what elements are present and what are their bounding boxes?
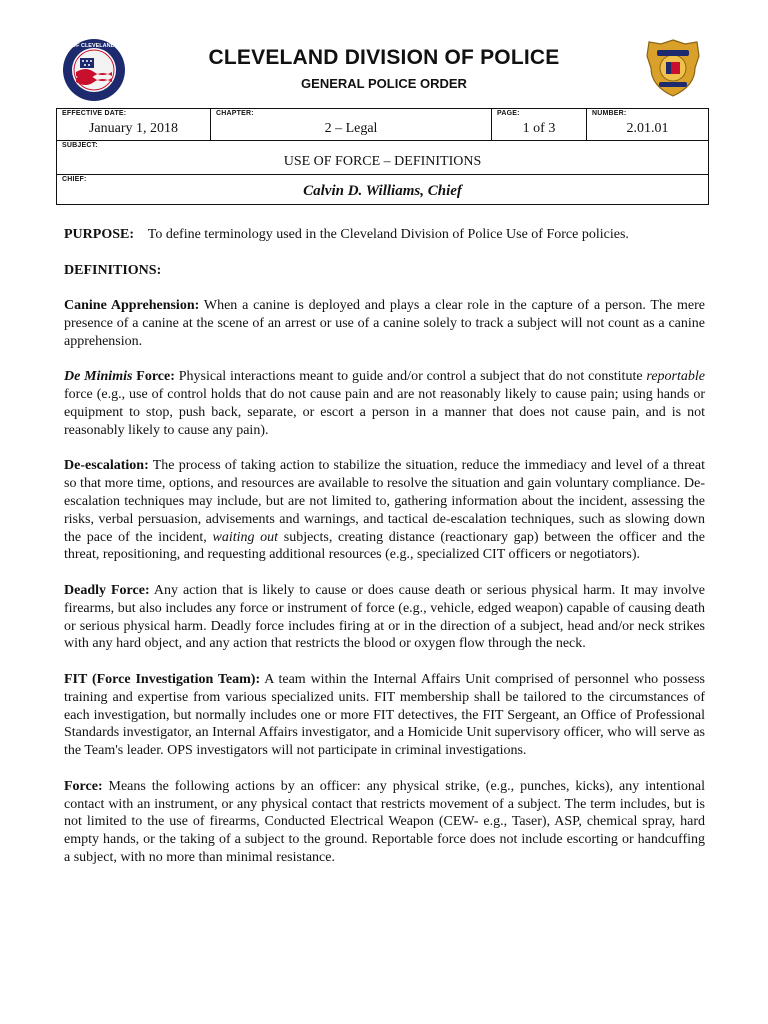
definition-deadly-force [64,582,705,653]
purpose-label: PURPOSE: [64,227,134,242]
deadly-force-text: Any action that is likely to cause or does cause death or serious physical harm. It may involve firearms, but also includes any force or instrument of force (e.g., vehicle, edged weapon) capable of causing death or serious physical harm. Deadly force includes firing at or in the direction of a subject, head and/or neck strikes with any hard object, and any action that restricts the blood or oxygen flow through the neck. [64,582,705,652]
de-minimis-italic: reportable [646,369,705,385]
number-label: NUMBER: [592,110,627,117]
subject-label: SUBJECT: [62,142,98,149]
number-cell [586,109,708,140]
de-minimis-term-italic: De Minimis [64,369,133,385]
effective-date-label: EFFECTIVE DATE: [62,110,127,117]
chapter-label: CHAPTER: [216,110,254,117]
chief-cell [57,175,708,204]
chief-label: CHIEF: [62,176,87,183]
de-escalation-italic: waiting out [212,529,279,545]
effective-date-value: January 1, 2018 [88,121,179,136]
subject-cell [57,141,708,174]
de-escalation-text-1: The process of taking action to stabilize the situation, reduce the immediacy and level of a threat so that more time, options, and resources are available to resolve the situation and gain voluntary compliance. De-escalation techniques may include, but are not limited to, gathering information about the incident, assessing the risks, verbal persuasion, advisements and warnings, and tactical de-escalation techniques, such as slowing down the pace of the incident, [64,458,705,545]
purpose-text: To define terminology used in the Cleveland Division of Police Use of Force policies. [147,227,629,242]
definition-canine [64,297,705,350]
info-row-chief [57,175,708,204]
de-minimis-text-2: force (e.g., use of control holds that do not cause pain and are not reasonably likely to cause pain; using hands or equipment to stop, push back, separate, or escort a person in a manner that does not cause pain, and is not reasonably likely to cause any pain). [64,387,705,438]
de-escalation-term: De-escalation: [64,458,149,474]
document-body [64,226,705,884]
de-escalation-text-2: subjects, creating distance (reactionary gap) between the officer and the threat, repositioning, and requesting additional resources (e.g., specialized CIT officers or negotiators). [64,529,706,563]
definition-de-minimis [64,368,705,439]
canine-text: When a canine is deployed and plays a clear role in the capture of a person. The mere presence of a canine at the scene of an arrest or use of a canine solely to track a subject will not count as a canine apprehension. [64,298,705,349]
seal-text: CITY OF CLEVELAND OHIO [57,43,131,49]
effective-date-cell [57,109,210,140]
de-minimis-term-rest: Force: [132,369,175,385]
definition-de-escalation [64,457,705,564]
definition-fit [64,671,705,760]
definition-force [64,778,705,867]
order-info-table [56,108,709,205]
page-label: PAGE: [497,110,520,117]
police-badge-icon [645,38,701,98]
fit-term: FIT (Force Investigation Team): [64,671,261,687]
chief-signature: Calvin D. Williams, Chief [303,183,462,199]
chapter-value: 2 – Legal [324,121,378,136]
force-term: Force: [64,778,103,794]
info-row-dates [57,109,708,141]
canine-term: Canine Apprehension: [64,298,200,314]
purpose-paragraph [64,226,705,244]
force-text: Means the following actions by an officer: any physical strike, (e.g., punches, kicks), any intentional contact with an instrument, or any physical contact that restricts movement of a subject. The term includes, but is not limited to the use of firearms, Conducted Electrical Weapon (CEW- e.g., Taser), ASP, chemical spray, hard empty hands, or the taking of a subject to the ground. Reportable force does not include escorting or handcuffing a subject, with no more than minimal resistance. [64,778,705,865]
subject-value: USE OF FORCE – DEFINITIONS [283,154,482,169]
fit-text: A team within the Internal Affairs Unit comprised of personnel who possess training and expertise from various specialized units. FIT membership shall be tailored to the circumstances of each investigation, but normally includes one or more FIT detectives, the FIT Sergeant, an Office of Professional Standards investigator, an Internal Affairs investigator, and a Homicide Unit supervisory officer, who will serve as the Team's leader. OPS investigators will not participate in criminal investigations. [64,671,705,759]
definitions-heading: DEFINITIONS: [64,262,162,278]
chapter-cell [210,109,491,140]
definitions-heading-paragraph [64,262,705,280]
document-title: CLEVELAND DIVISION OF POLICE [208,46,560,69]
page-value: 1 of 3 [522,121,556,136]
de-minimis-text-1: Physical interactions meant to guide and/or control a subject that do not constitute [174,369,647,385]
deadly-force-term: Deadly Force: [64,582,150,598]
number-value: 2.01.01 [626,121,669,136]
document-subtitle: GENERAL POLICE ORDER [301,76,467,91]
info-row-subject [57,141,708,175]
page-cell [491,109,586,140]
